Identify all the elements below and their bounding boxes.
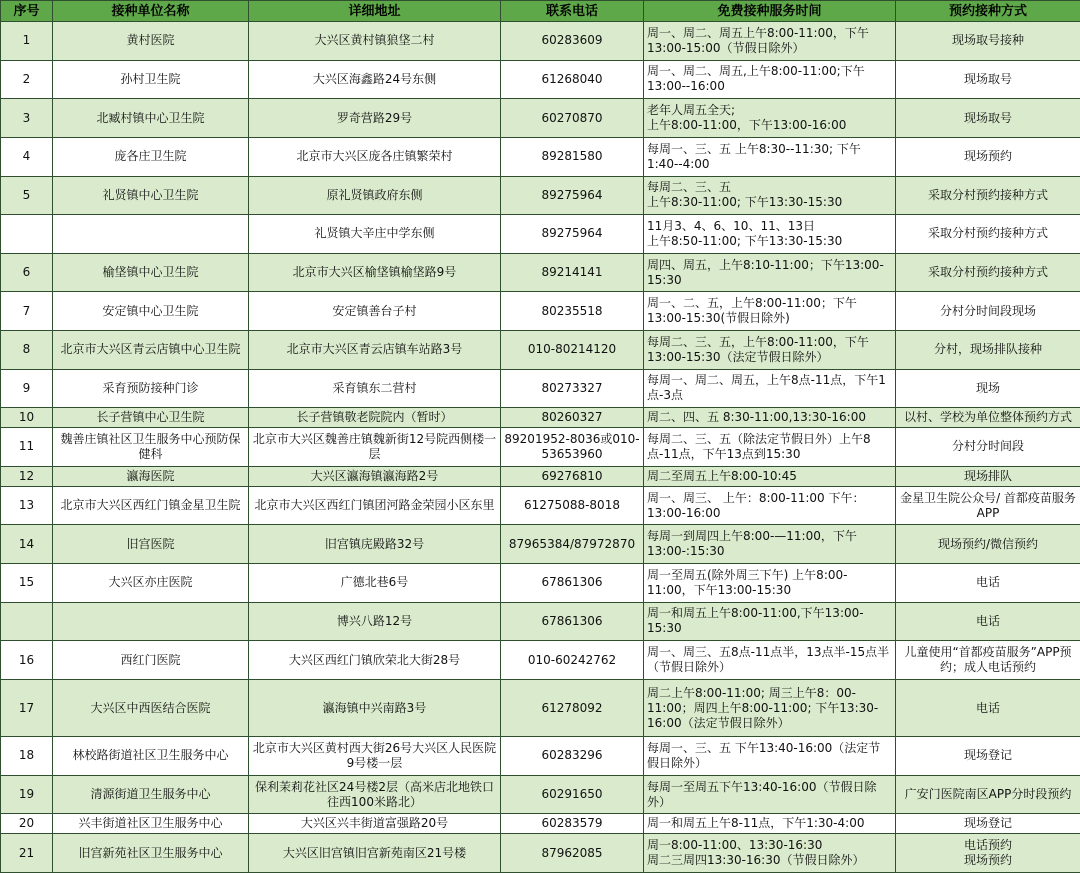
- address-cell: 大兴区旧宫镇旧宫新苑南区21号楼: [249, 834, 501, 873]
- service-time-cell: 周二、四、五 8:30-11:00,13:30-16:00: [644, 408, 896, 428]
- unit-name-cell: 瀛海医院: [53, 466, 249, 486]
- address-cell: 采育镇东二营村: [249, 369, 501, 408]
- unit-name-cell: 黄村医院: [53, 22, 249, 61]
- service-time-cell: 每周一到周四上午8:00-—11:00，下午13:00-:15:30: [644, 525, 896, 564]
- table-row: [1, 486, 1080, 525]
- serial-number-cell: 19: [1, 775, 53, 814]
- unit-name-cell: [53, 602, 249, 641]
- address-cell: 大兴区海鑫路24号东侧: [249, 60, 501, 99]
- phone-cell: 60283609: [501, 22, 644, 61]
- serial-number-cell: 12: [1, 466, 53, 486]
- unit-name-cell: 长子营镇中心卫生院: [53, 408, 249, 428]
- table-row: [1, 563, 1080, 602]
- serial-number-cell: 9: [1, 369, 53, 408]
- booking-method-cell: 现场登记: [896, 814, 1080, 834]
- phone-cell: 87962085: [501, 834, 644, 873]
- service-time-cell: 每周一、周二、周五，上午8点-11点，下午1点-3点: [644, 369, 896, 408]
- booking-method-cell: 现场取号: [896, 60, 1080, 99]
- booking-method-cell: 金星卫生院公众号/ 首都疫苗服务APP: [896, 486, 1080, 525]
- unit-name-cell: 北臧村镇中心卫生院: [53, 99, 249, 138]
- table-row: [1, 428, 1080, 467]
- booking-method-cell: 现场登记: [896, 737, 1080, 776]
- phone-cell: 60283579: [501, 814, 644, 834]
- table-row: [1, 60, 1080, 99]
- address-cell: 北京市大兴区黄村西大街26号大兴区人民医院9号楼一层: [249, 737, 501, 776]
- address-cell: 大兴区兴丰街道富强路20号: [249, 814, 501, 834]
- phone-cell: 89281580: [501, 137, 644, 176]
- serial-number-cell: 17: [1, 679, 53, 736]
- table-row: [1, 408, 1080, 428]
- phone-cell: 80260327: [501, 408, 644, 428]
- service-time-cell: 每周一、三、五 上午8:30--11:30; 下午1:40--4:00: [644, 137, 896, 176]
- service-time-cell: 老年人周五全天; 上午8:00-11:00，下午13:00-16:00: [644, 99, 896, 138]
- serial-number-cell: 5: [1, 176, 53, 215]
- booking-method-cell: 分村分时间段现场: [896, 292, 1080, 331]
- serial-number-cell: 15: [1, 563, 53, 602]
- unit-name-cell: 魏善庄镇社区卫生服务中心预防保健科: [53, 428, 249, 467]
- unit-name-cell: 礼贤镇中心卫生院: [53, 176, 249, 215]
- address-cell: 旧宫镇庑殿路32号: [249, 525, 501, 564]
- serial-number-cell: 18: [1, 737, 53, 776]
- table-row: [1, 641, 1080, 680]
- booking-method-cell: 分村，现场排队接种: [896, 331, 1080, 370]
- booking-method-cell: 采取分村预约接种方式: [896, 176, 1080, 215]
- address-cell: 安定镇善台子村: [249, 292, 501, 331]
- phone-cell: 89275964: [501, 176, 644, 215]
- booking-method-cell: 电话: [896, 602, 1080, 641]
- table-row: [1, 99, 1080, 138]
- table-row: [1, 253, 1080, 292]
- service-time-cell: 每周二、三、五，上午8:00-11:00，下午13:00-15:30（法定节假日除外）: [644, 331, 896, 370]
- booking-method-cell: 现场排队: [896, 466, 1080, 486]
- service-time-cell: 每周二、三、五（除法定节假日外）上午8点-11点，下午13点到15:30: [644, 428, 896, 467]
- phone-cell: 61278092: [501, 679, 644, 736]
- unit-name-cell: 北京市大兴区西红门镇金星卫生院: [53, 486, 249, 525]
- phone-cell: 60283296: [501, 737, 644, 776]
- booking-method-cell: 电话预约 现场预约: [896, 834, 1080, 873]
- address-cell: 博兴八路12号: [249, 602, 501, 641]
- service-time-cell: 周一和周五上午8:00-11:00,下午13:00-15:30: [644, 602, 896, 641]
- phone-cell: 80273327: [501, 369, 644, 408]
- serial-number-cell: 11: [1, 428, 53, 467]
- unit-name-cell: 大兴区亦庄医院: [53, 563, 249, 602]
- unit-name-cell: 西红门医院: [53, 641, 249, 680]
- unit-name-cell: 兴丰街道社区卫生服务中心: [53, 814, 249, 834]
- serial-number-cell: 2: [1, 60, 53, 99]
- serial-number-cell: 4: [1, 137, 53, 176]
- header-unit-name: 接种单位名称: [53, 1, 249, 22]
- unit-name-cell: 旧宫新苑社区卫生服务中心: [53, 834, 249, 873]
- unit-name-cell: 榆垡镇中心卫生院: [53, 253, 249, 292]
- service-time-cell: 周一、周三、 上午：8:00-11:00 下午：13:00-16:00: [644, 486, 896, 525]
- phone-cell: 67861306: [501, 563, 644, 602]
- booking-method-cell: 现场预约/微信预约: [896, 525, 1080, 564]
- address-cell: 北京市大兴区西红门镇团河路金荣园小区东里: [249, 486, 501, 525]
- table-row: [1, 22, 1080, 61]
- serial-number-cell: 7: [1, 292, 53, 331]
- phone-cell: 89214141: [501, 253, 644, 292]
- table-row: [1, 215, 1080, 254]
- address-cell: 大兴区黄村镇狼垡二村: [249, 22, 501, 61]
- service-time-cell: 11月3、4、6、10、11、13日 上午8:50-11:00; 下午13:30-15:30: [644, 215, 896, 254]
- table-row: [1, 466, 1080, 486]
- serial-number-cell: 8: [1, 331, 53, 370]
- serial-number-cell: 10: [1, 408, 53, 428]
- booking-method-cell: 广安门医院南区APP分时段预约: [896, 775, 1080, 814]
- address-cell: 瀛海镇中兴南路3号: [249, 679, 501, 736]
- unit-name-cell: 安定镇中心卫生院: [53, 292, 249, 331]
- service-time-cell: 周一和周五上午8-11点，下午1:30-4:00: [644, 814, 896, 834]
- service-time-cell: 每周一至周五下午13:40-16:00（节假日除外）: [644, 775, 896, 814]
- address-cell: 保利茉莉花社区24号楼2层（高米店北地铁口往西100米路北）: [249, 775, 501, 814]
- service-time-cell: 每周一、三、五 下午13:40-16:00（法定节假日除外）: [644, 737, 896, 776]
- phone-cell: 69276810: [501, 466, 644, 486]
- table-row: [1, 369, 1080, 408]
- table-row: [1, 292, 1080, 331]
- address-cell: 礼贤镇大辛庄中学东侧: [249, 215, 501, 254]
- service-time-cell: 周二上午8:00-11:00; 周三上午8：00-11:00；周四上午8:00-11:00; 下午13:30-16:00（法定节假日除外）: [644, 679, 896, 736]
- phone-cell: 010-60242762: [501, 641, 644, 680]
- booking-method-cell: 采取分村预约接种方式: [896, 215, 1080, 254]
- phone-cell: 89201952-8036或010-53653960: [501, 428, 644, 467]
- table-row: [1, 737, 1080, 776]
- unit-name-cell: 林校路街道社区卫生服务中心: [53, 737, 249, 776]
- serial-number-cell: 13: [1, 486, 53, 525]
- service-time-cell: 周四、周五，上午8:10-11:00；下午13:00-15:30: [644, 253, 896, 292]
- unit-name-cell: 庞各庄卫生院: [53, 137, 249, 176]
- table-row: [1, 679, 1080, 736]
- serial-number-cell: [1, 215, 53, 254]
- address-cell: 长子营镇敬老院院内（暂时）: [249, 408, 501, 428]
- serial-number-cell: 14: [1, 525, 53, 564]
- phone-cell: 61275088-8018: [501, 486, 644, 525]
- address-cell: 原礼贤镇政府东侧: [249, 176, 501, 215]
- booking-method-cell: 分村分时间段: [896, 428, 1080, 467]
- phone-cell: 67861306: [501, 602, 644, 641]
- serial-number-cell: 6: [1, 253, 53, 292]
- service-time-cell: 周一、二、五，上午8:00-11:00；下午13:00-15:30(节假日除外): [644, 292, 896, 331]
- address-cell: 北京市大兴区榆垡镇榆垡路9号: [249, 253, 501, 292]
- serial-number-cell: 1: [1, 22, 53, 61]
- serial-number-cell: 16: [1, 641, 53, 680]
- phone-cell: 60291650: [501, 775, 644, 814]
- header-phone: 联系电话: [501, 1, 644, 22]
- phone-cell: 80235518: [501, 292, 644, 331]
- phone-cell: 87965384/87972870: [501, 525, 644, 564]
- booking-method-cell: 现场: [896, 369, 1080, 408]
- service-time-cell: 每周二、三、五 上午8:30-11:00; 下午13:30-15:30: [644, 176, 896, 215]
- phone-cell: 89275964: [501, 215, 644, 254]
- table-row: [1, 602, 1080, 641]
- service-time-cell: 周一、周三、五8点-11点半，13点半-15点半（节假日除外）: [644, 641, 896, 680]
- booking-method-cell: 以村、学校为单位整体预约方式: [896, 408, 1080, 428]
- header-serial-number: 序号: [1, 1, 53, 22]
- booking-method-cell: 电话: [896, 679, 1080, 736]
- booking-method-cell: 采取分村预约接种方式: [896, 253, 1080, 292]
- address-cell: 大兴区西红门镇欣荣北大街28号: [249, 641, 501, 680]
- booking-method-cell: 儿童使用“首都疫苗服务”APP预约；成人电话预约: [896, 641, 1080, 680]
- table-body: [1, 22, 1080, 873]
- address-cell: 广德北巷6号: [249, 563, 501, 602]
- unit-name-cell: 大兴区中西医结合医院: [53, 679, 249, 736]
- header-service-time: 免费接种服务时间: [644, 1, 896, 22]
- address-cell: 大兴区瀛海镇瀛海路2号: [249, 466, 501, 486]
- unit-name-cell: 旧宫医院: [53, 525, 249, 564]
- service-time-cell: 周二至周五上午8:00-10:45: [644, 466, 896, 486]
- serial-number-cell: 21: [1, 834, 53, 873]
- table-row: [1, 176, 1080, 215]
- table-row: [1, 525, 1080, 564]
- service-time-cell: 周一、周二、周五上午8:00-11:00，下午13:00-15:00（节假日除外）: [644, 22, 896, 61]
- table-row: [1, 834, 1080, 873]
- address-cell: 北京市大兴区魏善庄镇魏新街12号院西侧楼一层: [249, 428, 501, 467]
- service-time-cell: 周一至周五(除外周三下午) 上午8:00-11:00，下午13:00-15:30: [644, 563, 896, 602]
- booking-method-cell: 现场预约: [896, 137, 1080, 176]
- table-row: [1, 137, 1080, 176]
- serial-number-cell: 3: [1, 99, 53, 138]
- header-address: 详细地址: [249, 1, 501, 22]
- phone-cell: 010-80214120: [501, 331, 644, 370]
- unit-name-cell: 孙村卫生院: [53, 60, 249, 99]
- table-row: [1, 331, 1080, 370]
- table-row: [1, 814, 1080, 834]
- booking-method-cell: 现场取号: [896, 99, 1080, 138]
- header-row: [1, 1, 1080, 22]
- header-booking-method: 预约接种方式: [896, 1, 1080, 22]
- serial-number-cell: [1, 602, 53, 641]
- unit-name-cell: 清源街道卫生服务中心: [53, 775, 249, 814]
- phone-cell: 60270870: [501, 99, 644, 138]
- service-time-cell: 周一8:00-11:00、13:30-16:30 周二三周四13:30-16:30（节假日除外）: [644, 834, 896, 873]
- booking-method-cell: 电话: [896, 563, 1080, 602]
- phone-cell: 61268040: [501, 60, 644, 99]
- address-cell: 北京市大兴区庞各庄镇繁荣村: [249, 137, 501, 176]
- unit-name-cell: 北京市大兴区青云店镇中心卫生院: [53, 331, 249, 370]
- table-row: [1, 775, 1080, 814]
- serial-number-cell: 20: [1, 814, 53, 834]
- unit-name-cell: [53, 215, 249, 254]
- address-cell: 罗奇营路29号: [249, 99, 501, 138]
- address-cell: 北京市大兴区青云店镇车站路3号: [249, 331, 501, 370]
- unit-name-cell: 采育预防接种门诊: [53, 369, 249, 408]
- service-time-cell: 周一、周二、周五,上午8:00-11:00;下午13:00--16:00: [644, 60, 896, 99]
- booking-method-cell: 现场取号接种: [896, 22, 1080, 61]
